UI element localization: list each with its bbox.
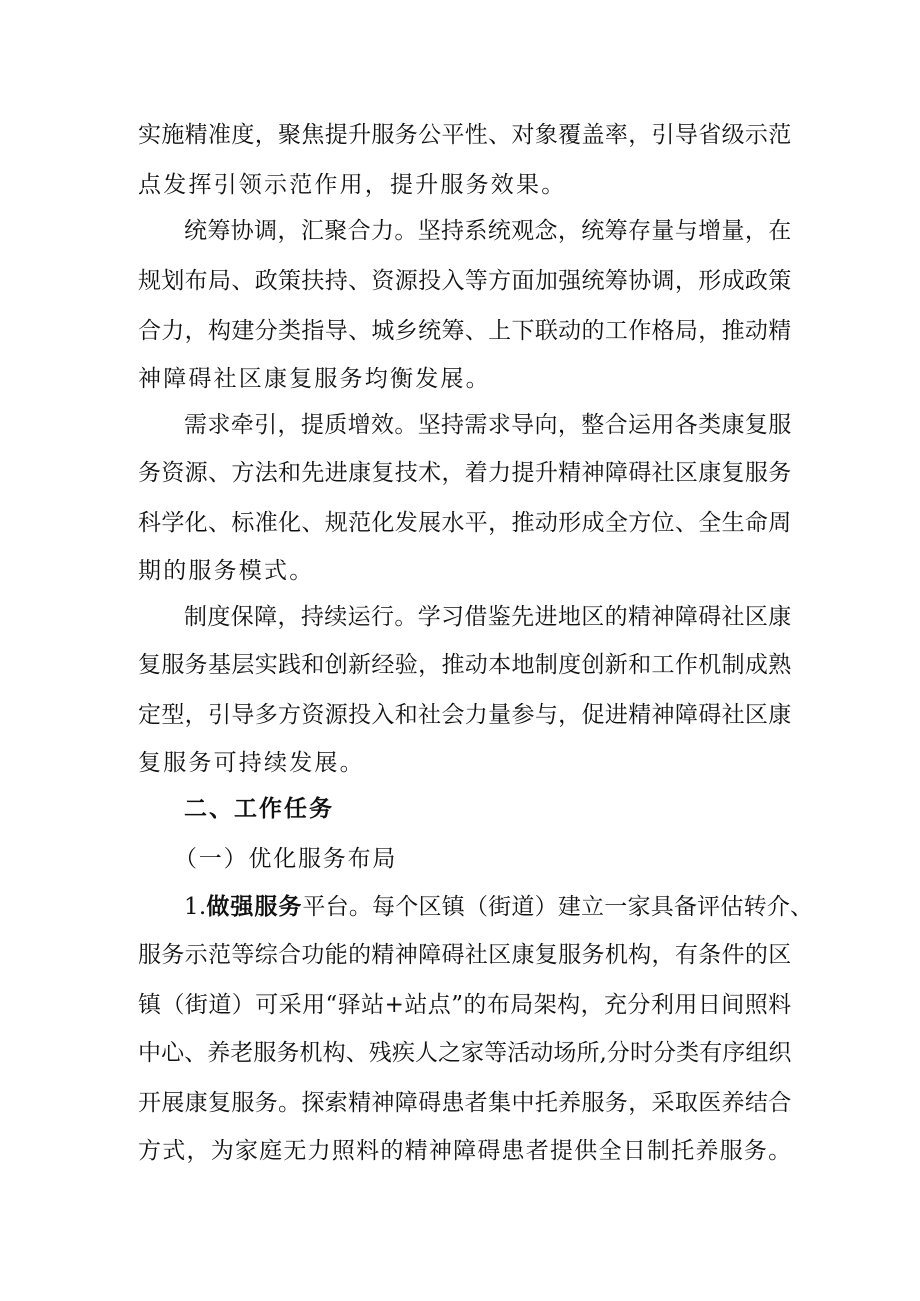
paragraph-2-line-3: 合力，构建分类指导、城乡统筹、上下联动的工作格局，推动精 <box>138 318 792 344</box>
paragraph-2-line-4: 神障碍社区康复服务均衡发展。 <box>138 366 491 392</box>
paragraph-5-line-5: 开展康复服务。探索精神障碍患者集中托养服务，采取医养结合 <box>138 1090 792 1116</box>
paragraph-4-line-1: 制度保障，持续运行。学习借鉴先进地区的精神障碍社区康 <box>184 604 792 630</box>
item-bold-title: 做强服务 <box>206 894 303 920</box>
paragraph-5-line-6: 方式，为家庭无力照料的精神障碍患者提供全日制托养服务。 <box>138 1138 793 1164</box>
paragraph-2-line-2: 规划布局、政策扶持、资源投入等方面加强统筹协调，形成政策 <box>138 268 792 294</box>
paragraph-1-line-1: 实施精准度，聚焦提升服务公平性、对象覆盖率，引导省级示范 <box>138 122 792 148</box>
paragraph-3-line-2: 务资源、方法和先进康复技术，着力提升精神障碍社区康复服务 <box>138 460 792 486</box>
paragraph-3-line-4: 期的服务模式。 <box>138 558 315 584</box>
paragraph-3-line-1: 需求牵引，提质增效。坚持需求导向，整合运用各类康复服 <box>184 412 792 438</box>
subsection-heading: （一）优化服务布局 <box>174 846 398 872</box>
section-heading: 二、工作任务 <box>184 796 334 822</box>
item-line-rest: 平台。每个区镇（街道）建立一家具备评估转介、 <box>302 894 814 920</box>
paragraph-3-line-3: 科学化、标准化、规范化发展水平，推动形成全方位、全生命周 <box>138 510 792 536</box>
paragraph-1-line-2: 点发挥引领示范作用，提升服务效果。 <box>138 172 567 198</box>
paragraph-4-line-2: 复服务基层实践和创新经验，推动本地制度创新和工作机制成熟 <box>138 652 792 678</box>
paragraph-5-line-3: 镇（街道）可采用“驿站+站点”的布局架构，充分利用日间照料 <box>138 992 792 1018</box>
paragraph-5-line-1 <box>184 892 813 922</box>
paragraph-5-line-2: 服务示范等综合功能的精神障碍社区康复服务机构，有条件的区 <box>138 942 792 968</box>
paragraph-2-line-1: 统筹协调，汇聚合力。坚持系统观念，统筹存量与增量，在 <box>184 218 792 244</box>
paragraph-4-line-4: 复服务可持续发展。 <box>138 750 365 776</box>
paragraph-4-line-3: 定型，引导多方资源投入和社会力量参与，促进精神障碍社区康 <box>138 702 792 728</box>
item-number: 1. <box>184 894 207 920</box>
paragraph-5-line-4: 中心、养老服务机构、残疾人之家等活动场所,分时分类有序组织 <box>138 1040 792 1066</box>
